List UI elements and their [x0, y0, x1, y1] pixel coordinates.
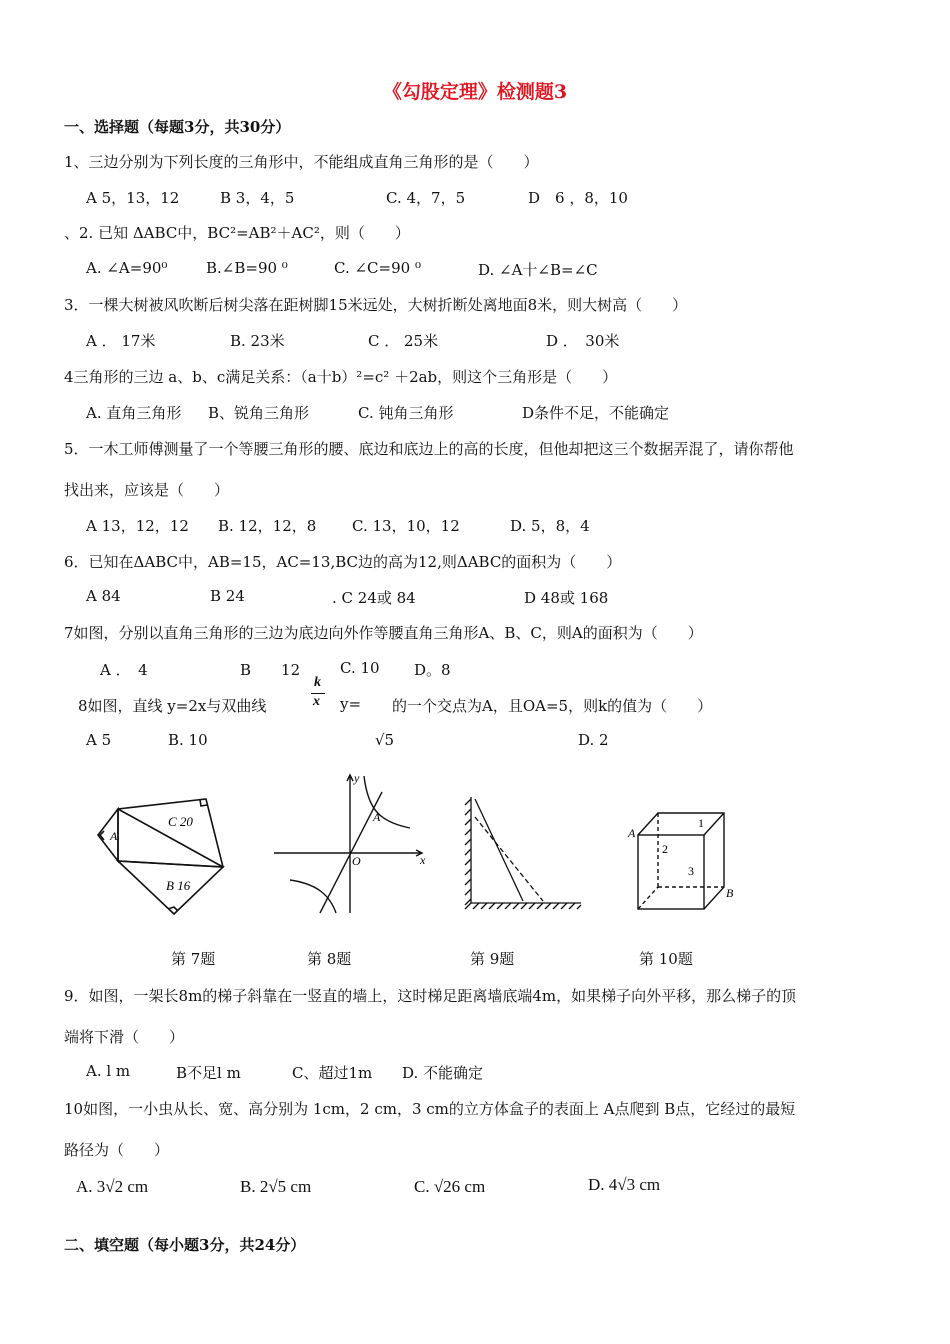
q1-option-d: D 6 ，8，10	[528, 189, 628, 207]
q1-option-a: A 5，13，12	[86, 189, 180, 207]
fig10-label-2: 2	[662, 842, 668, 856]
q3-option-d: D ． 30米	[546, 332, 620, 350]
question-6-stem: 6．已知在ΔABC中，AB=15，AC=13,BC边的高为12,则ΔABC的面积为（ ）	[64, 553, 622, 571]
question-8-stem-part2: y=	[340, 695, 362, 713]
q7-option-b: B 12	[240, 661, 301, 679]
q6-option-c: . C 24或 84	[332, 589, 416, 607]
q1-option-c: C. 4，7，5	[386, 189, 466, 207]
q6-option-d: D 48或 168	[524, 589, 609, 607]
q8-option-b: B. 10	[168, 731, 208, 749]
q7-option-a: A ． 4	[100, 661, 148, 679]
question-10-stem-line1: 10如图，一小虫从长、宽、高分别为 1cm，2 cm，3 cm的立方体盒子的表面上 A点爬到 B点，它经过的最短	[64, 1100, 796, 1118]
q9-option-d: D. 不能确定	[402, 1064, 484, 1082]
q2-option-a: A. ∠A=90⁰	[86, 259, 168, 277]
section-2-heading: 二、填空题（每小题3分，共24分）	[64, 1236, 306, 1254]
q1-option-b: B 3，4，5	[220, 189, 295, 207]
q3-option-a: A ． 17米	[86, 332, 156, 350]
question-1-stem: 1、三边分别为下列长度的三角形中，不能组成直角三角形的是（ ）	[64, 153, 539, 171]
q9-option-b: B不足l m	[176, 1064, 241, 1082]
question-9-stem-line2: 端将下滑（ ）	[64, 1028, 185, 1046]
caption-fig9: 第 9题	[470, 950, 515, 968]
fig7-label-b: B 16	[166, 878, 191, 893]
q7-option-c: C. 10	[340, 659, 380, 677]
q5-option-d: D. 5，8，4	[510, 517, 590, 535]
q8-option-a: A 5	[86, 731, 112, 749]
fraction-numerator: k	[314, 675, 321, 690]
figure-10-box	[626, 805, 746, 915]
question-7-stem: 7如图，分别以直角三角形的三边为底边向外作等腰直角三角形A、B、C，则A的面积为（ ）	[64, 624, 703, 642]
q10-option-b: B. 2√5 cm	[240, 1177, 312, 1196]
q4-option-b: B、锐角三角形	[208, 404, 310, 422]
q8-option-d: D. 2	[578, 731, 609, 749]
figure-8-graph	[272, 770, 432, 916]
fig7-label-a: A	[110, 829, 118, 843]
fig8-label-a: A	[373, 810, 381, 824]
q4-option-c: C. 钝角三角形	[358, 404, 454, 422]
fig8-label-x: x	[420, 853, 426, 867]
figure-9-ladder	[463, 795, 583, 913]
q2-option-d: D. ∠A十∠B=∠C	[478, 261, 598, 279]
q9-option-a: A. l m	[86, 1062, 131, 1080]
q4-option-d: D条件不足，不能确定	[522, 404, 670, 422]
q2-option-c: C. ∠C=90 ⁰	[334, 259, 421, 277]
q6-option-a: A 84	[86, 587, 121, 605]
question-10-stem-line2: 路径为（ ）	[64, 1141, 170, 1159]
question-4-stem: 4三角形的三边 a、b、c满足关系：（a十b）²=c² ＋2ab，则这个三角形是（ ）	[64, 368, 618, 386]
question-5-stem-line2: 找出来，应该是（ ）	[64, 481, 230, 499]
caption-fig7: 第 7题	[171, 950, 216, 968]
figure-7-triangles	[96, 785, 231, 917]
question-9-stem-line1: 9．如图，一架长8m的梯子斜靠在一竖直的墙上，这时梯足距离墙底端4m，如果梯子向外平移，那么梯子的顶	[64, 987, 797, 1005]
question-2-stem: 、2. 已知 ΔABC中，BC²=AB²＋AC²，则（ ）	[64, 224, 410, 242]
q10-option-a: A. 3√2 cm	[76, 1177, 149, 1196]
section-1-heading: 一、选择题（每题3分，共30分）	[64, 118, 291, 136]
fig10-label-a: A	[628, 826, 636, 840]
fig10-label-1: 1	[698, 816, 704, 830]
question-8-stem-part3: 的一个交点为A，且OA=5，则k的值为（ ）	[392, 697, 713, 715]
q5-option-b: B. 12，12，8	[218, 517, 317, 535]
q3-option-c: C ． 25米	[368, 332, 439, 350]
fraction-denominator: x	[313, 694, 320, 709]
fig8-label-y: y	[354, 771, 360, 785]
q10-option-c: C. √26 cm	[414, 1177, 486, 1196]
q6-option-b: B 24	[210, 587, 245, 605]
q3-option-b: B. 23米	[230, 332, 285, 350]
q7-option-d: D。8	[414, 661, 451, 679]
q9-option-c: C、超过1m	[292, 1064, 373, 1082]
caption-fig10: 第 10题	[639, 950, 693, 968]
q8-option-c: √5	[375, 731, 395, 749]
q5-option-a: A 13，12，12	[86, 517, 189, 535]
fig10-label-3: 3	[688, 864, 694, 878]
q10-option-d: D. 4√3 cm	[588, 1175, 661, 1194]
q2-option-b: B.∠B=90 ⁰	[206, 259, 288, 277]
question-8-stem-part1: 8如图，直线 y=2x与双曲线	[78, 697, 267, 715]
page-title: 《勾股定理》检测题3	[382, 81, 568, 103]
fig7-label-c: C 20	[168, 814, 193, 829]
fig10-label-b: B	[726, 886, 734, 900]
q5-option-c: C. 13，10，12	[352, 517, 460, 535]
q4-option-a: A. 直角三角形	[86, 404, 182, 422]
question-5-stem-line1: 5．一木工师傅测量了一个等腰三角形的腰、底边和底边上的高的长度，但他却把这三个数据弄混了，请你帮他	[64, 440, 794, 458]
fig8-label-o: O	[352, 854, 361, 868]
caption-fig8: 第 8题	[307, 950, 352, 968]
question-3-stem: 3．一棵大树被风吹断后树尖落在距树脚15米远处，大树折断处离地面8米，则大树高（ ）	[64, 296, 688, 314]
